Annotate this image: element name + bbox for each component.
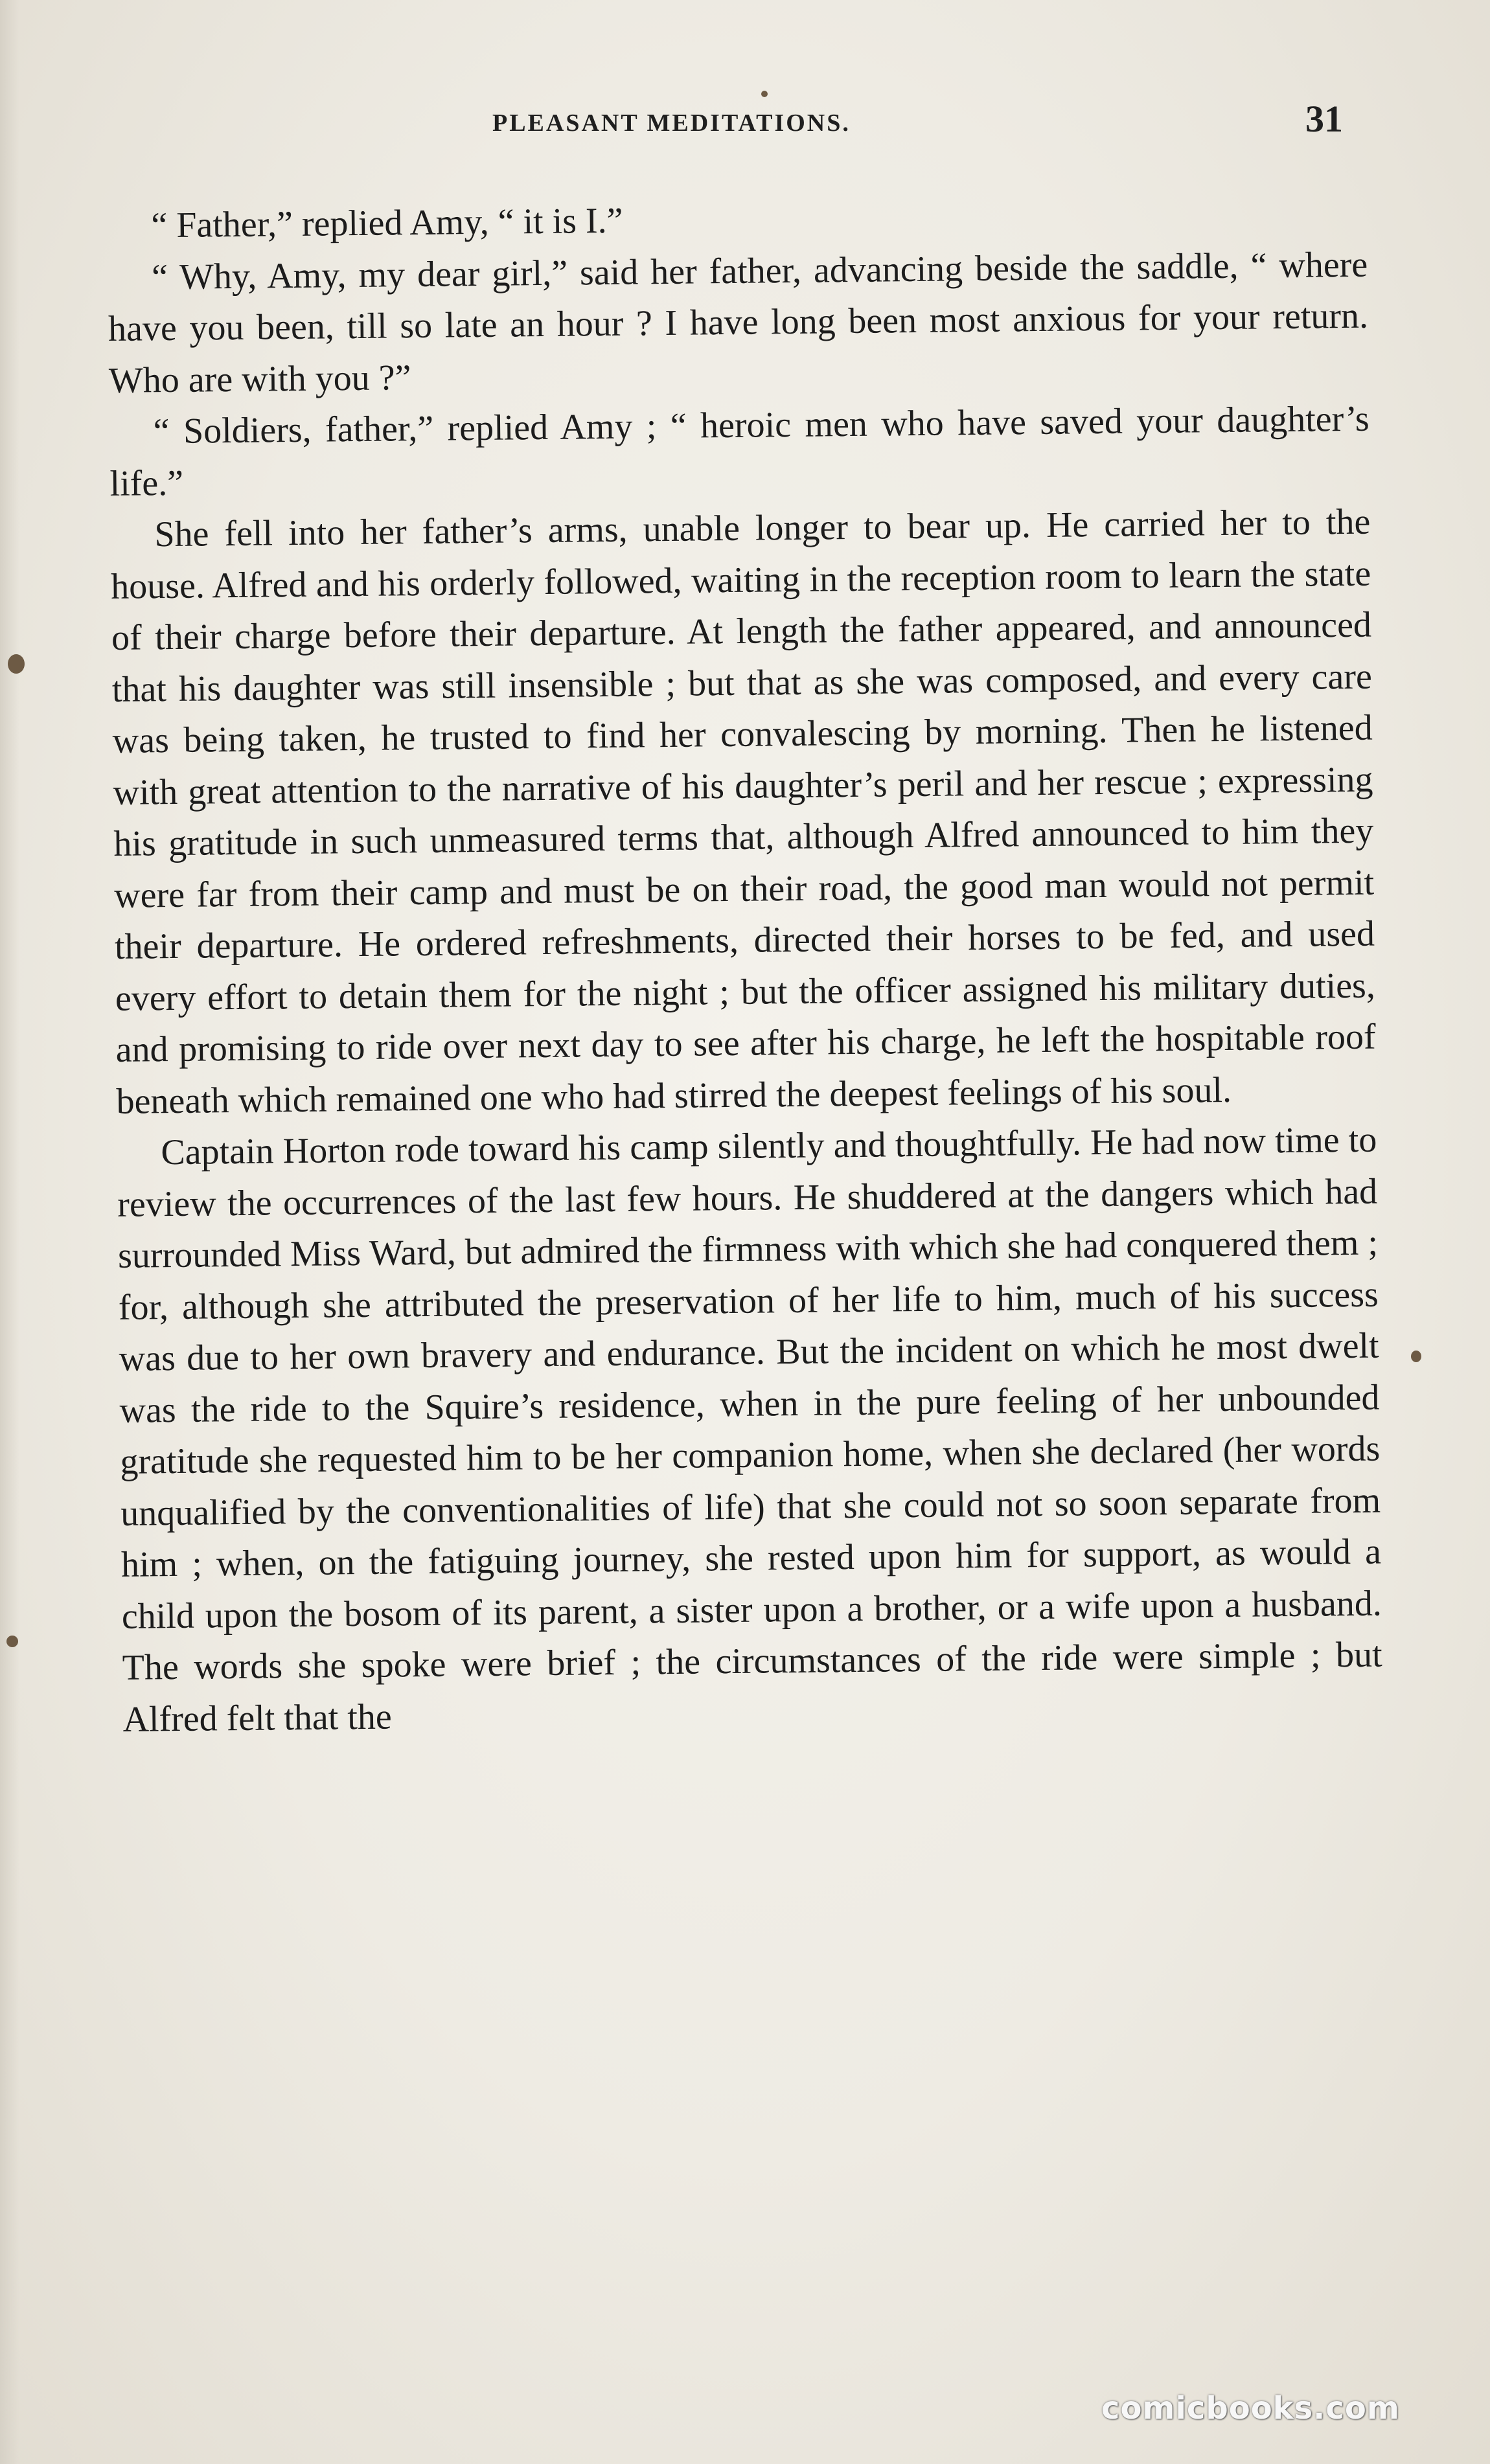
watermark: comicbooks.com (1101, 2390, 1400, 2426)
page-number: 31 (1305, 98, 1343, 140)
paper-speck (761, 91, 768, 97)
running-head: PLEASANT MEDITATIONS. (492, 109, 851, 137)
paragraph: “ Why, Amy, my dear girl,” said her father, advancing beside the saddle, “ where have you been, till so late an hour ? I have long been most anxious for your return. Who are with you ?” (108, 244, 1369, 401)
paragraph: She fell into her father’s arms, unable longer to bear up. He carried her to the house. Alfred and his orderly followed, waiting in the reception room to learn the state of their charge before their departure. At length the father appeared, and announced that his daughter was still insensible ; but that as she was composed, and every care was being taken, he trusted to find her convalescing by morning. Then he listened with great attention to the narrative of his daughter’s peril and her rescue ; expressing his gratitude in such unmeasured terms that, although Alfred announced to him they were far from their camp and must be on their road, the good man would not permit their departure. He ordered refreshments, directed their horses to be fed, and used every effort to detain them for the night ; but the officer assigned his military duties, and promising to ride over next day to see after his charge, he left the hospitable roof beneath which remained one who had stirred the deepest feelings of his soul. (110, 501, 1376, 1122)
paper-speck (8, 654, 25, 674)
body-text (107, 188, 1383, 1746)
paragraph: “ Father,” replied Amy, “ it is I.” (151, 200, 623, 246)
paper-speck (6, 1636, 18, 1647)
page-header (0, 97, 1490, 149)
paper-speck (1411, 1351, 1421, 1362)
page-edge-shadow (0, 0, 19, 2464)
paragraph: “ Soldiers, father,” replied Amy ; “ heroic men who have saved your daughter’s life.” (109, 398, 1370, 504)
paragraph: Captain Horton rode toward his camp silently and thoughtfully. He had now time to review the occurrences of the last few hours. He shuddered at the dangers which had surrounded Miss Ward, but admired the firmness with which she had conquered them ; for, although she attributed the preservation of her life to him, much of his success was due to her own bravery and endurance. But the incident on which he most dwelt was the ride to the Squire’s residence, when in the pure feeling of her unbounded gratitude she requested him to be her companion home, when she declared (her words unqualified by the conventionalities of life) that she could not so soon separate from him ; when, on the fatiguing journey, she rested upon him for support, as would a child upon the bosom of its parent, a sister upon a brother, or a wife upon a husband. The words she spoke were brief ; the circumstances of the ride were simple ; but Alfred felt that the (117, 1119, 1382, 1740)
